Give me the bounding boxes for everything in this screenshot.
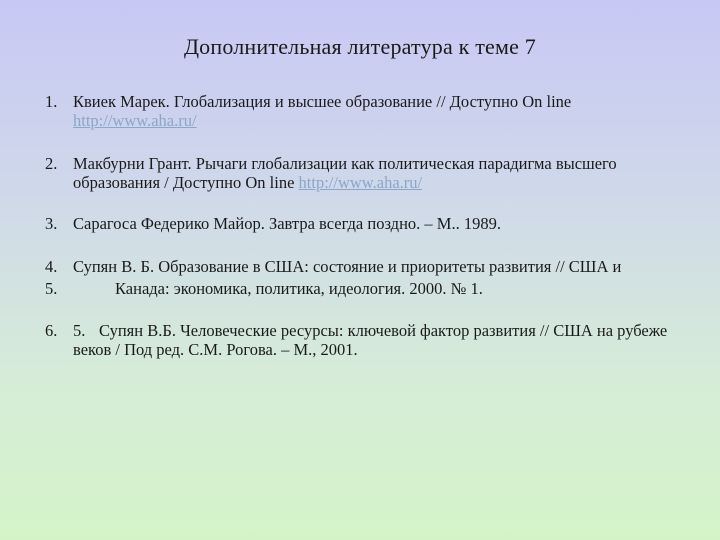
list-item xyxy=(45,214,685,233)
item-link[interactable]: http://www.aha.ru/ xyxy=(73,111,197,130)
item-number: 1. xyxy=(45,92,58,111)
item-number: 2. xyxy=(45,154,58,173)
item-text: Супян В.Б. Человеческие ресурсы: ключевой фактор развития // США на рубеже веков / Под ред. С.М. Рогова. – М., 2001. xyxy=(73,321,668,359)
item-number-secondary: 5. xyxy=(45,279,58,298)
item-text-block xyxy=(73,214,685,233)
item-number: 4. xyxy=(45,257,58,276)
item-text: Супян В. Б. Образование в США: состояние и приоритеты развития // США и xyxy=(73,257,622,276)
list-item xyxy=(45,257,685,298)
list-item xyxy=(45,154,685,192)
item-inner-number: 5. xyxy=(73,321,86,340)
item-number: 3. xyxy=(45,214,58,233)
item-text-continued: Канада: экономика, политика, идеология. 2000. № 1. xyxy=(115,279,483,298)
item-link[interactable]: http://www.aha.ru/ xyxy=(298,173,423,192)
item-text: Квиек Марек. Глобализация и высшее образование // Доступно On line xyxy=(73,92,572,111)
item-text-block xyxy=(73,321,685,359)
page-title: Дополнительная литература к теме 7 xyxy=(183,34,537,59)
item-text-block xyxy=(73,92,685,130)
item-number: 6. xyxy=(45,321,58,340)
list-item xyxy=(45,321,685,359)
item-text-block xyxy=(73,154,685,192)
list-item xyxy=(45,92,685,130)
item-text-block xyxy=(73,257,685,298)
item-text: Сарагоса Федерико Майор. Завтра всегда поздно. – М.. 1989. xyxy=(73,214,501,233)
item-text: Макбурни Грант. Рычаги глобализации как политическая парадигма высшего образования / Доступно On line xyxy=(73,154,617,192)
